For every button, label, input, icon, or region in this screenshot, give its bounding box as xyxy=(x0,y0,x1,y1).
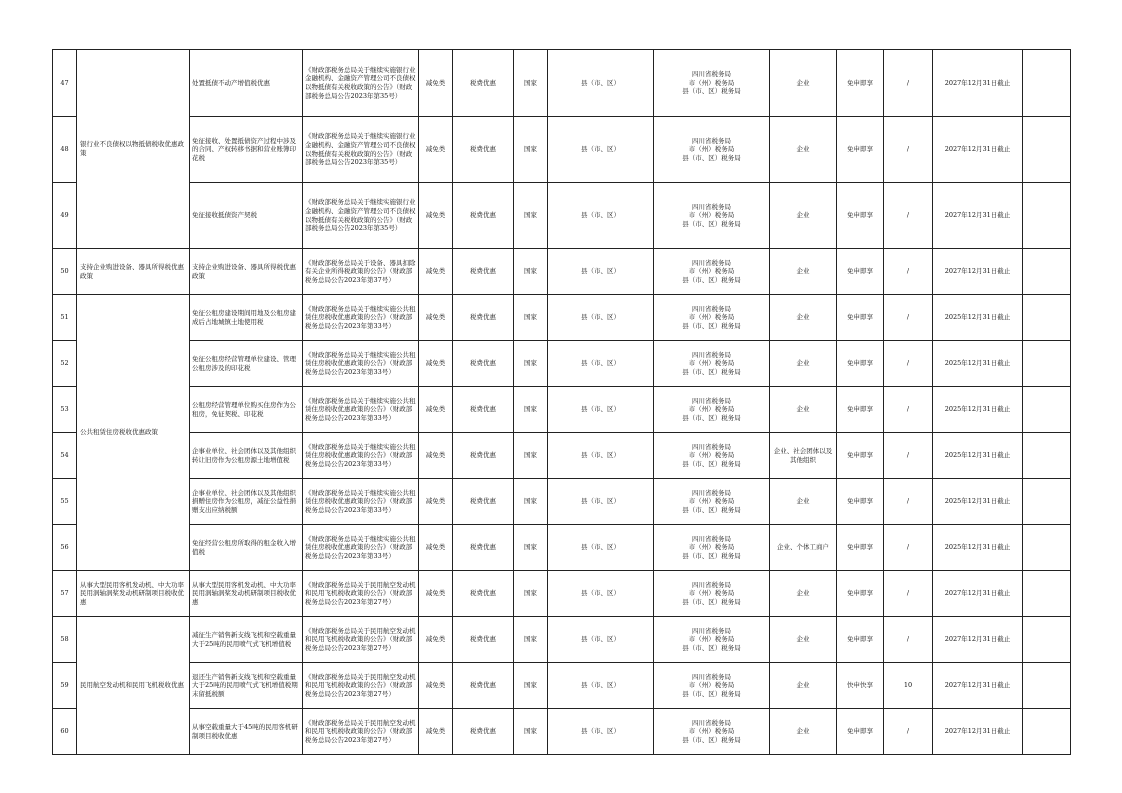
scope: 县（市、区） xyxy=(548,709,654,755)
row-number: 55 xyxy=(53,479,77,525)
scope: 县（市、区） xyxy=(548,571,654,617)
target: 企业 xyxy=(770,663,837,709)
remark xyxy=(1023,433,1071,479)
scope: 县（市、区） xyxy=(548,50,654,117)
item-name: 免征接收抵债资产契税 xyxy=(190,183,303,249)
department: 四川省税务局 市（州）税务局 县（市、区）税务局 xyxy=(654,295,770,341)
scope: 县（市、区） xyxy=(548,117,654,183)
category: 减免类 xyxy=(419,617,453,663)
table-row xyxy=(53,617,1071,663)
remark xyxy=(1023,709,1071,755)
category: 减免类 xyxy=(419,709,453,755)
table-row xyxy=(53,183,1071,249)
target: 企业 xyxy=(770,183,837,249)
scope: 县（市、区） xyxy=(548,663,654,709)
scope: 县（市、区） xyxy=(548,249,654,295)
policy-name: 民用航空发动机和民用飞机税收优惠 xyxy=(77,617,190,755)
end-date: 2025年12月31日截止 xyxy=(933,295,1023,341)
row-number: 60 xyxy=(53,709,77,755)
table-row xyxy=(53,709,1071,755)
scope: 县（市、区） xyxy=(548,295,654,341)
days: / xyxy=(884,617,933,663)
mode: 免申即享 xyxy=(837,117,884,183)
category: 减免类 xyxy=(419,387,453,433)
row-number: 56 xyxy=(53,525,77,571)
end-date: 2027年12月31日截止 xyxy=(933,249,1023,295)
end-date: 2025年12月31日截止 xyxy=(933,479,1023,525)
mode: 免申即享 xyxy=(837,183,884,249)
scope: 县（市、区） xyxy=(548,183,654,249)
row-number: 53 xyxy=(53,387,77,433)
department: 四川省税务局 市（州）税务局 县（市、区）税务局 xyxy=(654,183,770,249)
level: 国家 xyxy=(514,50,548,117)
table-row xyxy=(53,50,1071,117)
remark xyxy=(1023,295,1071,341)
type: 税费优惠 xyxy=(453,479,514,525)
type: 税费优惠 xyxy=(453,663,514,709)
end-date: 2025年12月31日截止 xyxy=(933,525,1023,571)
level: 国家 xyxy=(514,709,548,755)
target: 企业 xyxy=(770,117,837,183)
policy-basis: 《财政部税务总局关于继续实施银行业金融机构、金融资产管理公司不良债权以物抵债有关税收政策的公告》（财政部税务总局公告2023年第35号） xyxy=(303,183,419,249)
policy-name: 银行业不良债权以物抵债税收优惠政策 xyxy=(77,50,190,249)
scope: 县（市、区） xyxy=(548,525,654,571)
policy-basis: 《财政部税务总局关于继续实施公共租赁住房税收优惠政策的公告》（财政部 税务总局公告2023年第33号） xyxy=(303,341,419,387)
department: 四川省税务局 市（州）税务局 县（市、区）税务局 xyxy=(654,525,770,571)
department: 四川省税务局 市（州）税务局 县（市、区）税务局 xyxy=(654,117,770,183)
end-date: 2027年12月31日截止 xyxy=(933,709,1023,755)
table-row xyxy=(53,117,1071,183)
target: 企业 xyxy=(770,387,837,433)
scope: 县（市、区） xyxy=(548,479,654,525)
level: 国家 xyxy=(514,387,548,433)
level: 国家 xyxy=(514,617,548,663)
type: 税费优惠 xyxy=(453,50,514,117)
mode: 免申即享 xyxy=(837,571,884,617)
target: 企业、个体工商户 xyxy=(770,525,837,571)
item-name: 支持企业购进设备、器具所得税优惠政策 xyxy=(190,249,303,295)
end-date: 2025年12月31日截止 xyxy=(933,341,1023,387)
mode: 免申即享 xyxy=(837,295,884,341)
end-date: 2027年12月31日截止 xyxy=(933,50,1023,117)
item-name: 企事业单位、社会团体以及其他组织转让旧房作为公租房源土地增值税 xyxy=(190,433,303,479)
department: 四川省税务局 市（州）税务局 县（市、区）税务局 xyxy=(654,709,770,755)
category: 减免类 xyxy=(419,50,453,117)
remark xyxy=(1023,617,1071,663)
remark xyxy=(1023,525,1071,571)
level: 国家 xyxy=(514,249,548,295)
days: / xyxy=(884,341,933,387)
category: 减免类 xyxy=(419,341,453,387)
row-number: 48 xyxy=(53,117,77,183)
table-row xyxy=(53,525,1071,571)
type: 税费优惠 xyxy=(453,709,514,755)
item-name: 公租房经营管理单位购买住房作为公租房，免征契税、印花税 xyxy=(190,387,303,433)
remark xyxy=(1023,387,1071,433)
end-date: 2025年12月31日截止 xyxy=(933,387,1023,433)
days: / xyxy=(884,479,933,525)
item-name: 处置抵债不动产增值税优惠 xyxy=(190,50,303,117)
level: 国家 xyxy=(514,571,548,617)
item-name: 免征公租房建设期间用地及公租房建成后占地城镇土地使用税 xyxy=(190,295,303,341)
type: 税费优惠 xyxy=(453,249,514,295)
category: 减免类 xyxy=(419,183,453,249)
mode: 免申即享 xyxy=(837,525,884,571)
item-name: 从事空载重量大于45吨的民用客机研制项目税收优惠 xyxy=(190,709,303,755)
days: / xyxy=(884,571,933,617)
remark xyxy=(1023,117,1071,183)
target: 企业 xyxy=(770,341,837,387)
target: 企业 xyxy=(770,50,837,117)
mode: 快申快享 xyxy=(837,663,884,709)
end-date: 2027年12月31日截止 xyxy=(933,663,1023,709)
category: 减免类 xyxy=(419,571,453,617)
end-date: 2027年12月31日截止 xyxy=(933,571,1023,617)
remark xyxy=(1023,341,1071,387)
policy-basis: 《财政部税务总局关于继续实施公共租赁住房税收优惠政策的公告》（财政部 税务总局公告2023年第33号） xyxy=(303,525,419,571)
row-number: 50 xyxy=(53,249,77,295)
item-name: 免征接收、处置抵债资产过程中涉及的合同、产权转移书据和营业账簿印花税 xyxy=(190,117,303,183)
item-name: 退还生产销售新支线飞机和空载重量大于25吨的民用喷气式飞机增值税期末留抵税额 xyxy=(190,663,303,709)
category: 减免类 xyxy=(419,663,453,709)
policy-basis: 《财政部税务总局关于继续实施公共租赁住房税收优惠政策的公告》（财政部 税务总局公告2023年第33号） xyxy=(303,433,419,479)
days: / xyxy=(884,295,933,341)
end-date: 2025年12月31日截止 xyxy=(933,433,1023,479)
level: 国家 xyxy=(514,479,548,525)
mode: 免申即享 xyxy=(837,479,884,525)
row-number: 58 xyxy=(53,617,77,663)
table-row xyxy=(53,249,1071,295)
department: 四川省税务局 市（州）税务局 县（市、区）税务局 xyxy=(654,479,770,525)
scope: 县（市、区） xyxy=(548,433,654,479)
department: 四川省税务局 市（州）税务局 县（市、区）税务局 xyxy=(654,571,770,617)
row-number: 52 xyxy=(53,341,77,387)
department: 四川省税务局 市（州）税务局 县（市、区）税务局 xyxy=(654,433,770,479)
type: 税费优惠 xyxy=(453,433,514,479)
row-number: 47 xyxy=(53,50,77,117)
days: / xyxy=(884,709,933,755)
type: 税费优惠 xyxy=(453,525,514,571)
scope: 县（市、区） xyxy=(548,617,654,663)
remark xyxy=(1023,479,1071,525)
table-row xyxy=(53,387,1071,433)
policy-name: 公共租赁住房税收优惠政策 xyxy=(77,295,190,571)
end-date: 2027年12月31日截止 xyxy=(933,183,1023,249)
item-name: 免征经营公租房所取得的租金收入增值税 xyxy=(190,525,303,571)
level: 国家 xyxy=(514,663,548,709)
remark xyxy=(1023,183,1071,249)
policy-basis: 《财政部税务总局关于设备、器具扣除有关企业所得税政策的公告》（财政部税务总局公告2023年第37号） xyxy=(303,249,419,295)
policy-basis: 《财政部税务总局关于继续实施公共租赁住房税收优惠政策的公告》（财政部 税务总局公告2023年第33号） xyxy=(303,295,419,341)
type: 税费优惠 xyxy=(453,387,514,433)
days: 10 xyxy=(884,663,933,709)
scope: 县（市、区） xyxy=(548,341,654,387)
table-row xyxy=(53,571,1071,617)
mode: 免申即享 xyxy=(837,50,884,117)
type: 税费优惠 xyxy=(453,117,514,183)
table-row xyxy=(53,433,1071,479)
category: 减免类 xyxy=(419,479,453,525)
days: / xyxy=(884,249,933,295)
row-number: 51 xyxy=(53,295,77,341)
department: 四川省税务局 市（州）税务局 县（市、区）税务局 xyxy=(654,249,770,295)
category: 减免类 xyxy=(419,249,453,295)
table-row xyxy=(53,295,1071,341)
days: / xyxy=(884,50,933,117)
item-name: 免征公租房经营管理单位建设、管理公租房涉及的印花税 xyxy=(190,341,303,387)
remark xyxy=(1023,249,1071,295)
category: 减免类 xyxy=(419,433,453,479)
level: 国家 xyxy=(514,183,548,249)
row-number: 57 xyxy=(53,571,77,617)
end-date: 2027年12月31日截止 xyxy=(933,117,1023,183)
remark xyxy=(1023,50,1071,117)
policy-table xyxy=(52,49,1071,755)
department: 四川省税务局 市（州）税务局 县（市、区）税务局 xyxy=(654,663,770,709)
target: 企业 xyxy=(770,571,837,617)
days: / xyxy=(884,117,933,183)
remark xyxy=(1023,663,1071,709)
policy-basis: 《财政部税务总局关于继续实施银行业金融机构、金融资产管理公司不良债权以物抵债有关税收政策的公告》（财政部税务总局公告2023年第35号） xyxy=(303,117,419,183)
policy-table-sheet xyxy=(52,49,1071,755)
mode: 免申即享 xyxy=(837,387,884,433)
department: 四川省税务局 市（州）税务局 县（市、区）税务局 xyxy=(654,50,770,117)
mode: 免申即享 xyxy=(837,341,884,387)
level: 国家 xyxy=(514,341,548,387)
item-name: 企事业单位、社会团体以及其他组织捐赠住房作为公租房，减征公益性捐赠支出应纳税额 xyxy=(190,479,303,525)
row-number: 49 xyxy=(53,183,77,249)
policy-basis: 《财政部税务总局关于继续实施银行业金融机构、金融资产管理公司不良债权以物抵债有关税收政策的公告》（财政部税务总局公告2023年第35号） xyxy=(303,50,419,117)
type: 税费优惠 xyxy=(453,571,514,617)
remark xyxy=(1023,571,1071,617)
target: 企业 xyxy=(770,709,837,755)
type: 税费优惠 xyxy=(453,341,514,387)
policy-name: 支持企业购进设备、器具所得税优惠政策 xyxy=(77,249,190,295)
policy-basis: 《财政部税务总局关于继续实施公共租赁住房税收优惠政策的公告》（财政部 税务总局公告2023年第33号） xyxy=(303,387,419,433)
table-row xyxy=(53,663,1071,709)
policy-basis: 《财政部税务总局关于民用航空发动机和民用飞机税收政策的公告》（财政部税务总局公告2023年第27号） xyxy=(303,617,419,663)
target: 企业 xyxy=(770,479,837,525)
level: 国家 xyxy=(514,525,548,571)
days: / xyxy=(884,525,933,571)
table-row xyxy=(53,341,1071,387)
level: 国家 xyxy=(514,433,548,479)
target: 企业 xyxy=(770,617,837,663)
category: 减免类 xyxy=(419,117,453,183)
target: 企业 xyxy=(770,295,837,341)
type: 税费优惠 xyxy=(453,295,514,341)
scope: 县（市、区） xyxy=(548,387,654,433)
category: 减免类 xyxy=(419,525,453,571)
mode: 免申即享 xyxy=(837,709,884,755)
days: / xyxy=(884,387,933,433)
policy-basis: 《财政部税务总局关于继续实施公共租赁住房税收优惠政策的公告》（财政部 税务总局公告2023年第33号） xyxy=(303,479,419,525)
department: 四川省税务局 市（州）税务局 县（市、区）税务局 xyxy=(654,341,770,387)
table-row xyxy=(53,479,1071,525)
policy-basis: 《财政部税务总局关于民用航空发动机和民用飞机税收政策的公告》（财政部税务总局公告2023年第27号） xyxy=(303,571,419,617)
type: 税费优惠 xyxy=(453,183,514,249)
mode: 免申即享 xyxy=(837,433,884,479)
days: / xyxy=(884,433,933,479)
policy-basis: 《财政部税务总局关于民用航空发动机和民用飞机税收政策的公告》（财政部税务总局公告2023年第27号） xyxy=(303,709,419,755)
policy-name: 从事大型民用客机发动机、中大功率民用涡轴涡桨发动机研制项目税收优惠 xyxy=(77,571,190,617)
policy-basis: 《财政部税务总局关于民用航空发动机和民用飞机税收政策的公告》（财政部税务总局公告2023年第27号） xyxy=(303,663,419,709)
department: 四川省税务局 市（州）税务局 县（市、区）税务局 xyxy=(654,387,770,433)
item-name: 从事大型民用客机发动机、中大功率民用涡轴涡桨发动机研制项目税收优惠 xyxy=(190,571,303,617)
mode: 免申即享 xyxy=(837,249,884,295)
type: 税费优惠 xyxy=(453,617,514,663)
mode: 免申即享 xyxy=(837,617,884,663)
level: 国家 xyxy=(514,295,548,341)
row-number: 59 xyxy=(53,663,77,709)
department: 四川省税务局 市（州）税务局 县（市、区）税务局 xyxy=(654,617,770,663)
target: 企业 xyxy=(770,249,837,295)
end-date: 2027年12月31日截止 xyxy=(933,617,1023,663)
item-name: 减征生产销售新支线飞机和空载重量大于25吨的民用喷气式飞机增值税 xyxy=(190,617,303,663)
row-number: 54 xyxy=(53,433,77,479)
level: 国家 xyxy=(514,117,548,183)
days: / xyxy=(884,183,933,249)
category: 减免类 xyxy=(419,295,453,341)
target: 企业、社会团体以及其他组织 xyxy=(770,433,837,479)
